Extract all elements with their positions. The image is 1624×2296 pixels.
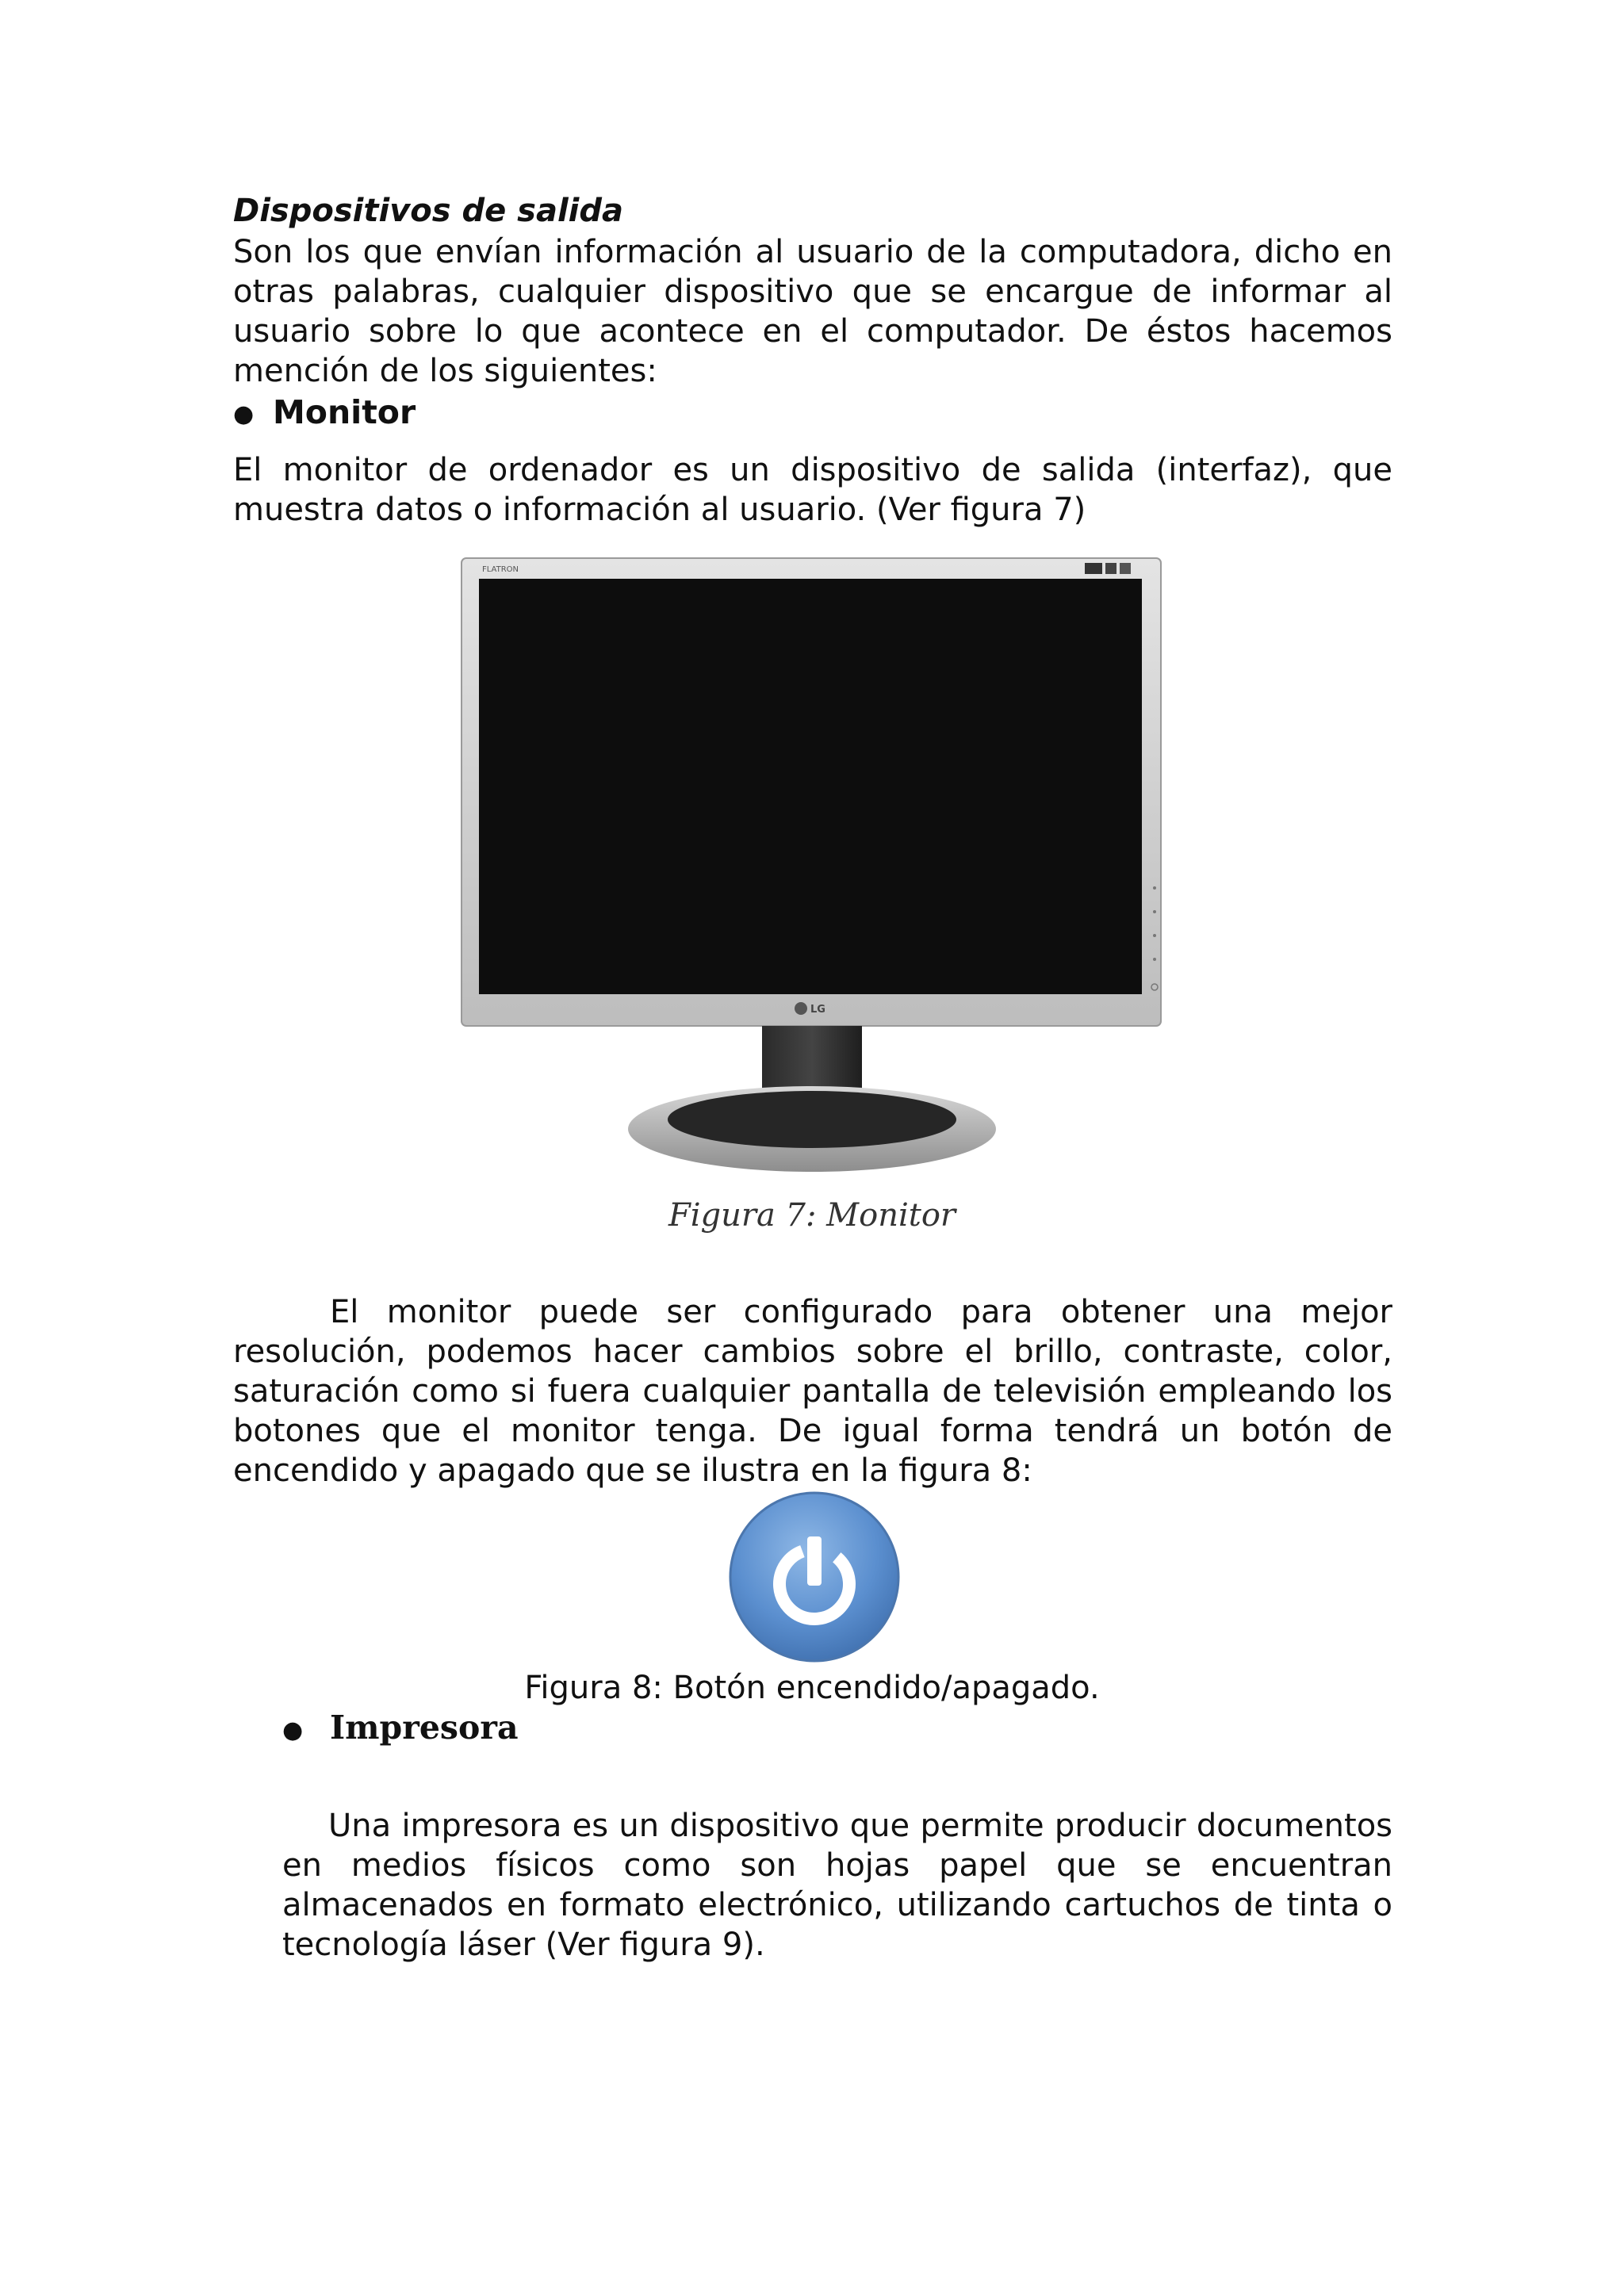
badge-icon <box>1085 563 1102 574</box>
monitor-button-icon <box>1153 934 1156 937</box>
intro-paragraph: Son los que envían información al usuario de la computadora, dicho en otras palabras, cualquier dispositivo que se encargue de informar al usuario sobre lo que acontece en el computador. De éstos hacemos mención de los siguientes: <box>233 234 1392 389</box>
bezel-label: FLATRON <box>482 565 519 574</box>
monitor-image <box>458 555 1164 1173</box>
printer-description: Una impresora es un dispositivo que permite producir documentos en medios físicos como son hojas papel que se encuentran almacenados en formato electrónico, utilizando cartuchos de tinta o tecnología láser (Ver figura 9). <box>282 1808 1392 1963</box>
bullet-monitor-label: Monitor <box>273 393 416 431</box>
figure-8-caption: Figura 8: Botón encendido/apagado. <box>524 1670 1100 1706</box>
monitor-base-top <box>668 1091 956 1148</box>
monitor-screen <box>479 579 1142 994</box>
monitor-button-icon <box>1153 910 1156 913</box>
bullet-monitor <box>233 392 1392 435</box>
monitor-button-icon <box>1153 886 1156 890</box>
figure-7-caption: Figura 7: Monitor <box>668 1197 956 1234</box>
monitor-config-paragraph: El monitor puede ser configurado para obtener una mejor resolución, podemos hacer cambios sobre el brillo, contraste, color, saturación como si fuera cualquier pantalla de televisión empleando los botones que el monitor tenga. De igual forma tendrá un botón de encendido y apagado que se ilustra en la figura 8: <box>233 1294 1392 1489</box>
bullet-printer-label: Impresora <box>330 1709 519 1747</box>
monitor-button-icon <box>1153 958 1156 961</box>
bullet-icon: ● <box>233 400 255 428</box>
bullet-icon: ● <box>282 1716 304 1744</box>
lg-logo-icon <box>795 1002 807 1015</box>
power-button-icon <box>728 1490 901 1663</box>
bullet-printer <box>282 1707 1392 1751</box>
brand-label: LG <box>810 1004 825 1016</box>
monitor-description: El monitor de ordenador es un dispositivo de salida (interfaz), que muestra datos o información al usuario. (Ver figura 7) <box>233 452 1392 528</box>
badge-icon <box>1120 563 1131 574</box>
badge-icon <box>1105 563 1116 574</box>
section-title: Dispositivos de salida <box>233 193 624 229</box>
